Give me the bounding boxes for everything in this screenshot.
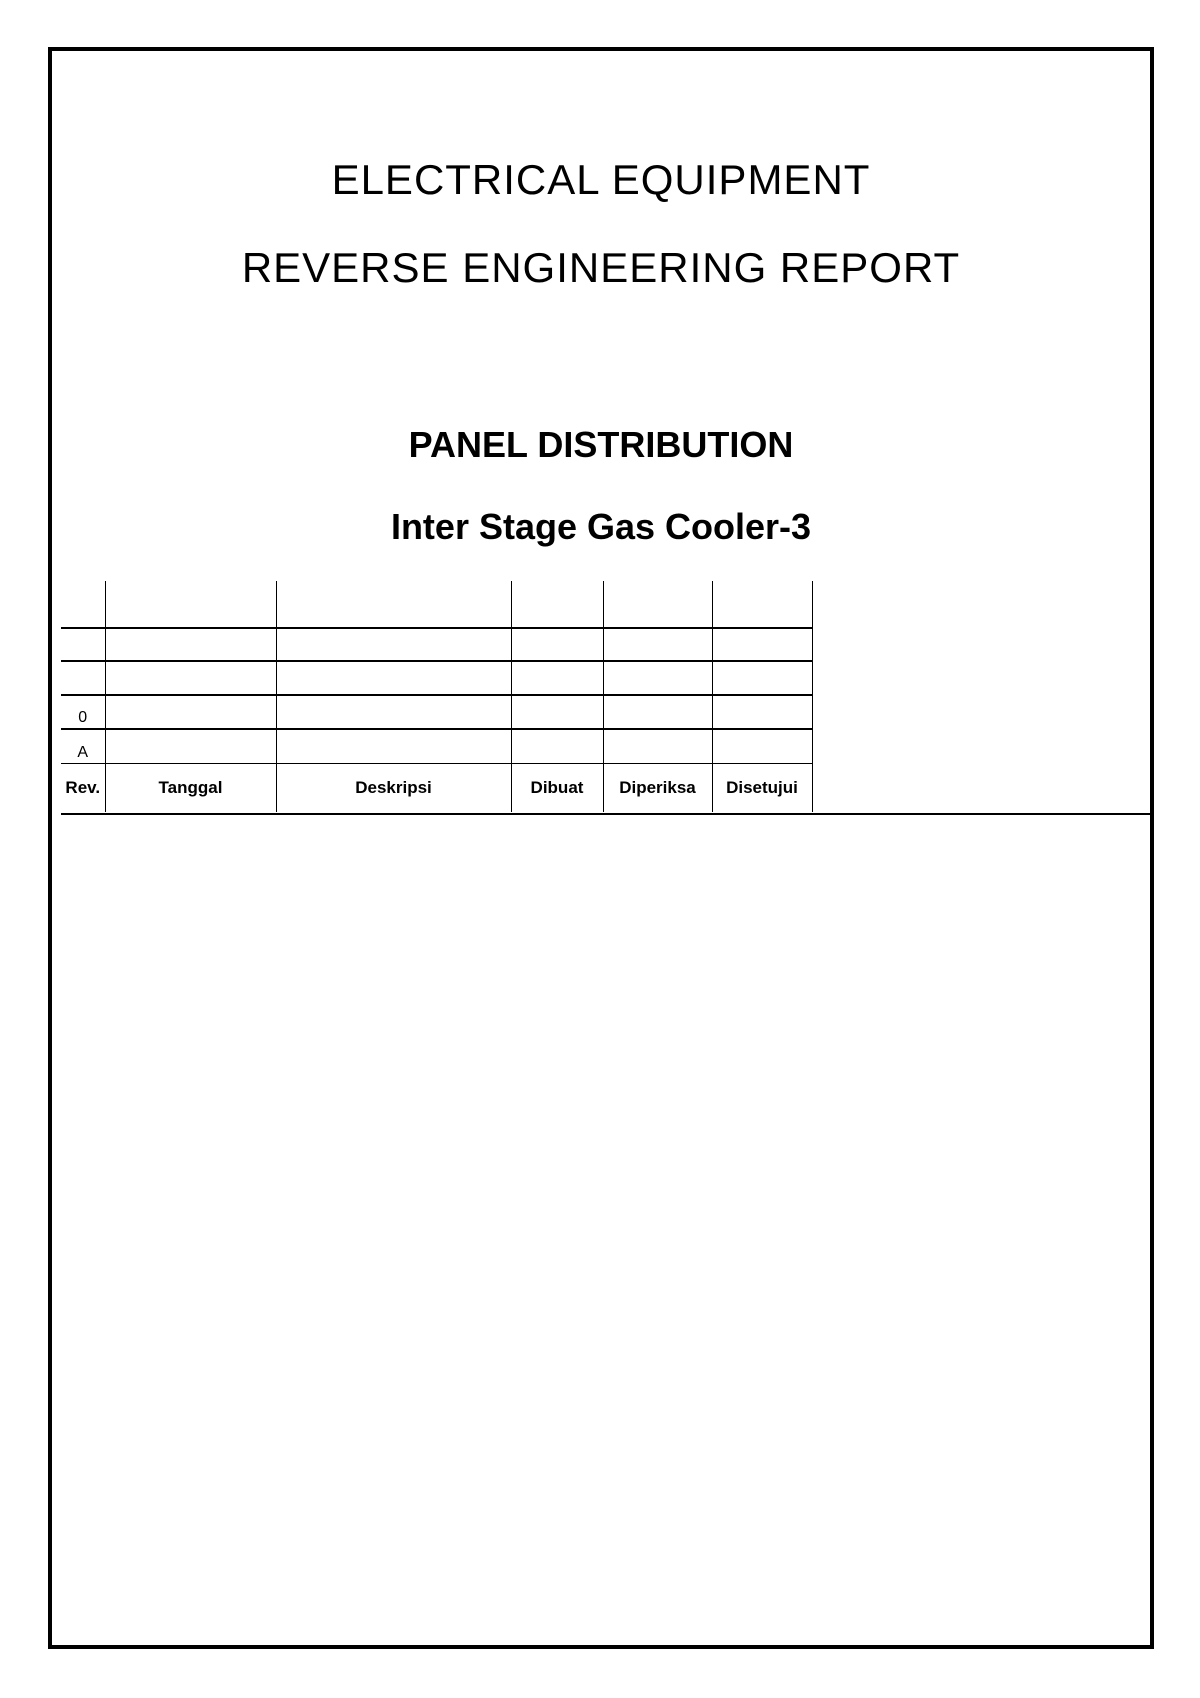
date-header: Tanggal	[105, 763, 276, 812]
checked-by-cell	[603, 695, 712, 729]
description-header: Deskripsi	[276, 763, 511, 812]
rev-cell	[61, 661, 105, 695]
table-bottom-rule	[61, 813, 1150, 815]
approved-by-cell	[712, 628, 812, 661]
made-by-cell	[511, 581, 603, 628]
document-title-line-2: REVERSE ENGINEERING REPORT	[241, 244, 961, 291]
approved-by-cell	[712, 729, 812, 763]
description-cell	[276, 661, 511, 695]
revision-row	[61, 581, 812, 628]
approved-by-header: Disetujui	[712, 763, 812, 812]
checked-by-cell	[603, 729, 712, 763]
rev-cell: 0	[61, 695, 105, 729]
revision-row	[61, 628, 812, 661]
revision-row	[61, 729, 812, 763]
description-cell	[276, 581, 511, 628]
date-cell	[105, 729, 276, 763]
rev-header: Rev.	[61, 763, 105, 812]
checked-by-header: Diperiksa	[603, 763, 712, 812]
rev-cell	[61, 581, 105, 628]
page-border	[48, 47, 1154, 1649]
made-by-cell	[511, 729, 603, 763]
document-subtitle-line-1: PANEL DISTRIBUTION	[408, 424, 794, 465]
revision-row	[61, 695, 812, 729]
date-cell	[105, 695, 276, 729]
approved-by-cell	[712, 661, 812, 695]
approved-by-cell	[712, 581, 812, 628]
approved-by-cell	[712, 695, 812, 729]
made-by-cell	[511, 661, 603, 695]
document-subtitle-line-2: Inter Stage Gas Cooler-3	[390, 506, 812, 547]
checked-by-cell	[603, 581, 712, 628]
rev-cell	[61, 628, 105, 661]
description-cell	[276, 695, 511, 729]
made-by-header: Dibuat	[511, 763, 603, 812]
description-cell	[276, 628, 511, 661]
date-cell	[105, 581, 276, 628]
date-cell	[105, 661, 276, 695]
description-cell	[276, 729, 511, 763]
checked-by-cell	[603, 661, 712, 695]
revision-row	[61, 661, 812, 695]
made-by-cell	[511, 695, 603, 729]
checked-by-cell	[603, 628, 712, 661]
date-cell	[105, 628, 276, 661]
rev-cell: A	[61, 729, 105, 763]
revision-table	[61, 581, 813, 812]
made-by-cell	[511, 628, 603, 661]
revision-header-row	[61, 763, 812, 812]
document-title-line-1: ELECTRICAL EQUIPMENT	[331, 156, 871, 203]
